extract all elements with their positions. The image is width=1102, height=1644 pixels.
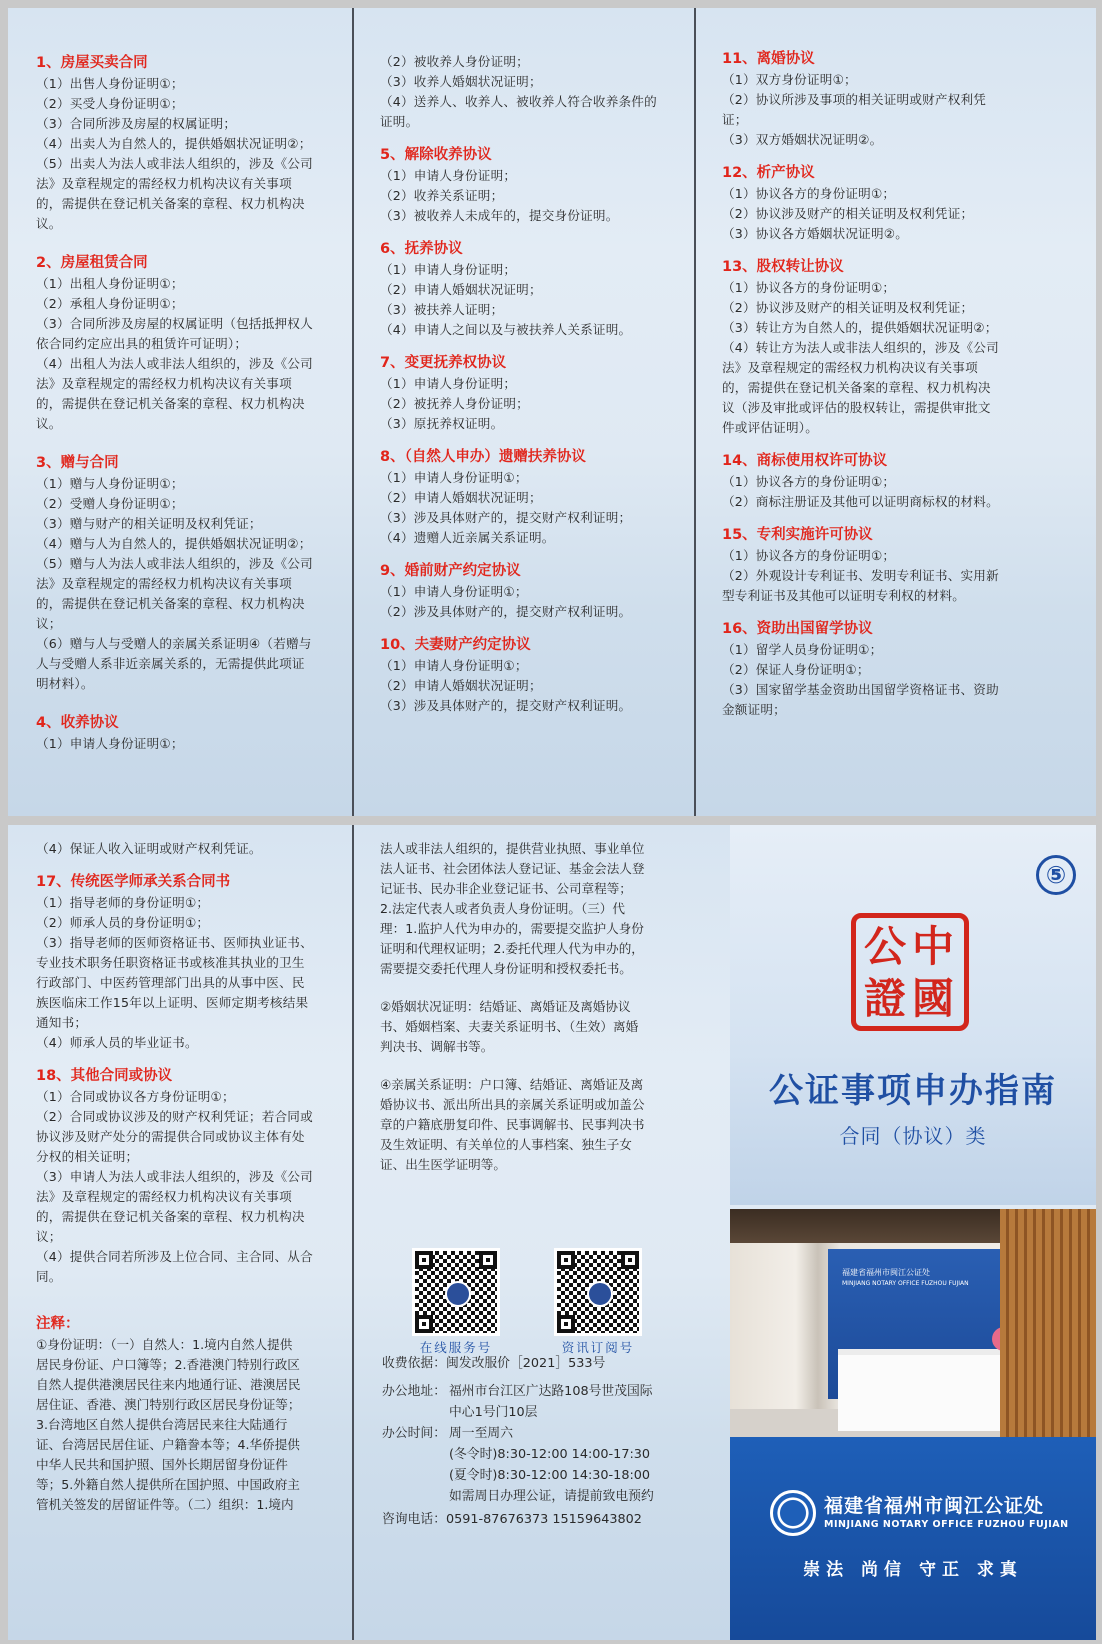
- requirement-section: [722, 524, 1022, 606]
- requirement-item: 法》及章程规定的需经权力机构决议有关事项: [36, 376, 292, 391]
- requirement-item: （3）双方婚姻状况证明②。: [722, 132, 883, 147]
- requirement-item: （4）出租人为法人或非法人组织的，涉及《公司: [36, 356, 313, 371]
- seal-char: 公: [864, 922, 907, 971]
- requirement-item: （2）被收养人身份证明；: [380, 54, 529, 69]
- text-line: 记证书、民办非企业登记证书、公司章程等；: [380, 881, 632, 896]
- requirement-item: （6）赠与人与受赠人的亲属关系证明④（若赠与: [36, 636, 312, 651]
- top-column-3: [722, 48, 1022, 816]
- requirement-item: （1）协议各方的身份证明①；: [722, 280, 896, 295]
- requirement-item: （5）赠与人为法人或非法人组织的，涉及《公司: [36, 556, 313, 571]
- text-line: 理：1.监护人代为申办的，需要提交监护人身份: [380, 921, 644, 936]
- section-title: 10、夫妻财产约定协议: [380, 637, 531, 653]
- requirement-item: 型专利证书及其他可以证明专利权的材料。: [722, 588, 966, 603]
- requirement-item: （1）合同或协议各方身份证明①；: [36, 1089, 235, 1104]
- section-title: 3、赠与合同: [36, 455, 119, 471]
- requirement-item: 的，需提供在登记机关备案的章程、权力机构决: [722, 380, 991, 395]
- text-line: 书、婚姻档案、夫妻关系证明书、（生效）离婚: [380, 1019, 639, 1034]
- requirement-item: 的，需提供在登记机关备案的章程、权力机构决: [36, 396, 305, 411]
- requirement-section: [722, 48, 1022, 150]
- info-line: 如需周日办理公证，请提前致电预约: [449, 1489, 654, 1504]
- requirement-item: （3）合同所涉及房屋的权属证明；: [36, 116, 237, 131]
- requirement-item: （3）被收养人未成年的，提交身份证明。: [380, 208, 619, 223]
- requirement-item: 议。: [36, 416, 62, 431]
- text-line: ①身份证明：（一）自然人：1.境内自然人提供: [36, 1337, 293, 1352]
- requirement-item: 议（涉及审批或评估的股权转让，需提供审批文: [722, 400, 991, 415]
- phone-number[interactable]: 咨询电话：0591-87676373 15159643802: [382, 1512, 642, 1527]
- requirement-item: （4）保证人收入证明或财产权利凭证。: [36, 841, 262, 856]
- requirement-item: （2）收养关系证明；: [380, 188, 504, 203]
- motto: 崇法 尚信 守正 求真: [803, 1560, 1023, 1580]
- section-title: 2、房屋租赁合同: [36, 255, 148, 271]
- requirement-item: （1）协议各方的身份证明①；: [722, 474, 896, 489]
- requirement-item: 议。: [36, 216, 62, 231]
- requirement-item: 证明。: [380, 114, 419, 129]
- requirement-item: （2）外观设计专利证书、发明专利证书、实用新: [722, 568, 999, 583]
- fee-basis: 收费依据：闽发改服价［2021］533号: [382, 1356, 606, 1371]
- section-title: 12、析产协议: [722, 165, 815, 181]
- section-title: 14、商标使用权许可协议: [722, 453, 888, 469]
- requirement-item: （1）指导老师的身份证明①；: [36, 895, 210, 910]
- requirement-section: [722, 618, 1022, 720]
- text-line: 婚协议书、派出所出具的亲属关系证明或加盖公: [380, 1097, 645, 1112]
- cover-upper: [730, 825, 1096, 1205]
- requirement-item: （2）协议涉及财产的相关证明及权利凭证；: [722, 300, 974, 315]
- requirement-item: （3）赠与财产的相关证明及权利凭证；: [36, 516, 262, 531]
- text-line: 法人或非法人组织的，提供营业执照、事业单位: [380, 841, 645, 856]
- qr-code-news-subscription[interactable]: [554, 1248, 642, 1336]
- requirement-item: 人与受赠人系非近亲属关系的，无需提供此项证: [36, 656, 305, 671]
- text-line: 2.法定代表人或者负责人身份证明。（三）代: [380, 901, 625, 916]
- requirement-item: （3）被扶养人证明；: [380, 302, 504, 317]
- text-line: 判决书、调解书等。: [380, 1039, 494, 1054]
- requirement-item: （1）协议各方的身份证明①；: [722, 186, 896, 201]
- text-line: 3.台湾地区自然人提供台湾居民来往大陆通行: [36, 1417, 288, 1432]
- requirement-item: （3）合同所涉及房屋的权属证明（包括抵押权人: [36, 316, 313, 331]
- requirement-section: [722, 256, 1022, 438]
- requirement-item: （5）出卖人为法人或非法人组织的，涉及《公司: [36, 156, 313, 171]
- requirement-item: （2）承租人身份证明①；: [36, 296, 184, 311]
- section-title: 4、收养协议: [36, 715, 119, 731]
- requirement-item: 议；: [36, 1229, 62, 1244]
- requirement-section: [722, 450, 1022, 512]
- text-line: 管机关签发的居留证件等。（二）组织：1.境内: [36, 1497, 294, 1512]
- requirement-item: （4）师承人员的毕业证书。: [36, 1035, 198, 1050]
- requirement-item: 同。: [36, 1269, 62, 1284]
- qr-label-news-subscription: 资讯订阅号: [561, 1340, 635, 1355]
- qr-label-online-service: 在线服务号: [419, 1340, 493, 1355]
- hours-label: 办公时间：: [382, 1426, 446, 1441]
- requirement-section: [380, 144, 680, 226]
- notary-office-logo-icon: [770, 1490, 816, 1536]
- section-title: 13、股权转让协议: [722, 259, 844, 275]
- requirement-item: 分权的相关证明；: [36, 1149, 139, 1164]
- hours-lines: [449, 1423, 654, 1507]
- requirement-item: （3）申请人为法人或非法人组织的，涉及《公司: [36, 1169, 313, 1184]
- requirement-section: [36, 839, 336, 859]
- text-line: 居民身份证、户口簿等；2.香港澳门特别行政区: [36, 1357, 300, 1372]
- info-line: 中心1号门10层: [449, 1405, 538, 1420]
- photo-wood-panel: [1000, 1209, 1096, 1437]
- requirement-item: （4）赠与人为自然人的，提供婚姻状况证明②；: [36, 536, 312, 551]
- requirement-section: [380, 560, 680, 622]
- requirement-item: 的，需提供在登记机关备案的章程、权力机构决: [36, 596, 305, 611]
- requirement-item: （4）送养人、收养人、被收养人符合收养条件的: [380, 94, 657, 109]
- requirement-item: （1）出售人身份证明①；: [36, 76, 184, 91]
- requirement-item: （2）协议涉及财产的相关证明及权利凭证；: [722, 206, 974, 221]
- requirement-item: （1）申请人身份证明；: [380, 262, 517, 277]
- column-divider: [694, 8, 696, 816]
- org-name: 福建省福州市闽江公证处: [824, 1495, 1045, 1517]
- seal-char: 中: [912, 922, 955, 971]
- requirement-item: （2）保证人身份证明①；: [722, 662, 870, 677]
- cover-title: 公证事项申办指南: [769, 1071, 1057, 1111]
- requirement-item: （1）出租人身份证明①；: [36, 276, 184, 291]
- section-title: 16、资助出国留学协议: [722, 621, 873, 637]
- requirement-item: （2）商标注册证及其他可以证明商标权的材料。: [722, 494, 999, 509]
- requirement-item: 通知书；: [36, 1015, 88, 1030]
- requirement-item: 证；: [722, 112, 748, 127]
- requirement-section: [722, 162, 1022, 244]
- requirement-item: 专业技术职务任职资格证书或核准其执业的卫生: [36, 955, 305, 970]
- top-column-2: [380, 52, 680, 816]
- text-line: 法人证书、社会团体法人登记证、基金会法人登: [380, 861, 645, 876]
- requirement-item: 协议涉及财产处分的需提供合同或协议主体有处: [36, 1129, 305, 1144]
- text-line: 证、出生医学证明等。: [380, 1157, 506, 1172]
- requirement-item: （3）转让方为自然人的，提供婚姻状况证明②；: [722, 320, 998, 335]
- requirement-item: 法》及章程规定的需经权力机构决议有关事项: [36, 1189, 292, 1204]
- requirement-item: 法》及章程规定的需经权力机构决议有关事项: [36, 576, 292, 591]
- photo-wall-text-en: MINJIANG NOTARY OFFICE FUZHOU FUJIAN: [842, 1280, 969, 1287]
- info-line: (冬令时)8:30-12:00 14:00-17:30: [449, 1447, 651, 1462]
- seal-char: 國: [912, 974, 955, 1023]
- requirement-item: （1）申请人身份证明①；: [36, 736, 184, 751]
- requirement-section: [380, 352, 680, 434]
- requirement-item: 行政部门、中医药管理部门出具的从事中医、民: [36, 975, 305, 990]
- photo-reception-desk: [838, 1349, 1010, 1431]
- text-line: 居住证、香港、澳门特别行政区居民身份证等；: [36, 1397, 301, 1412]
- requirement-item: （2）师承人员的身份证明①；: [36, 915, 210, 930]
- requirement-item: （1）留学人员身份证明①；: [722, 642, 883, 657]
- section-title: 18、其他合同或协议: [36, 1068, 173, 1084]
- requirement-item: （2）合同或协议涉及的财产权利凭证；若合同或: [36, 1109, 313, 1124]
- section-title: 6、抚养协议: [380, 241, 463, 257]
- requirement-section: [36, 1065, 336, 1287]
- requirement-item: （3）原抚养权证明。: [380, 416, 504, 431]
- text-line: 需要提交委托代理人身份证明和授权委托书。: [380, 961, 632, 976]
- requirement-item: （2）申请人婚姻状况证明；: [380, 490, 542, 505]
- top-sheet: [8, 8, 1096, 816]
- text-line: 自然人提供港澳居民往来内地通行证、港澳居民: [36, 1377, 301, 1392]
- requirement-item: （1）双方身份证明①；: [722, 72, 857, 87]
- requirement-section: [380, 446, 680, 548]
- china-notary-seal: [851, 913, 969, 1031]
- bottom-sheet: [8, 825, 1096, 1640]
- requirement-item: （2）受赠人身份证明①；: [36, 496, 184, 511]
- text-line: 及生效证明、有关单位的人事档案、独生子女: [380, 1137, 632, 1152]
- requirement-item: （4）申请人之间以及与被扶养人关系证明。: [380, 322, 632, 337]
- text-line: ②婚姻状况证明：结婚证、离婚证及离婚协议: [380, 999, 631, 1014]
- requirement-item: （1）申请人身份证明；: [380, 376, 517, 391]
- requirement-item: （2）申请人婚姻状况证明；: [380, 282, 542, 297]
- requirement-item: （4）提供合同若所涉及上位合同、主合同、从合: [36, 1249, 313, 1264]
- requirement-item: （4）转让方为法人或非法人组织的，涉及《公司: [722, 340, 999, 355]
- requirement-section: [36, 252, 336, 434]
- section-title: 17、传统医学师承关系合同书: [36, 874, 231, 890]
- requirement-item: 件或评估证明）。: [722, 420, 819, 435]
- notes-title: 注释：: [36, 1316, 80, 1332]
- requirement-item: （1）协议各方的身份证明①；: [722, 548, 896, 563]
- top-column-1: [36, 52, 336, 816]
- requirement-section: [36, 712, 336, 754]
- requirement-item: （2）协议所涉及事项的相关证明或财产权利凭: [722, 92, 987, 107]
- requirement-item: （2）申请人婚姻状况证明；: [380, 678, 542, 693]
- column-divider: [352, 825, 354, 1640]
- requirement-item: （1）申请人身份证明；: [380, 168, 517, 183]
- bottom-column-1: [36, 839, 336, 1640]
- requirement-item: （2）涉及具体财产的，提交财产权利证明。: [380, 604, 632, 619]
- section-title: 7、变更抚养权协议: [380, 355, 507, 371]
- requirement-section: [380, 238, 680, 340]
- requirement-item: 金额证明；: [722, 702, 786, 717]
- text-line: 等；5.外籍自然人提供所在国护照、中国政府主: [36, 1477, 300, 1492]
- cover-lower: [730, 1437, 1096, 1640]
- section-title: 11、离婚协议: [722, 51, 815, 67]
- requirement-item: （3）指导老师的医师资格证书、医师执业证书、: [36, 935, 313, 950]
- qr-code-online-service[interactable]: [412, 1248, 500, 1336]
- requirement-section: [380, 634, 680, 716]
- text-line: 中华人民共和国护照、国外长期居留身份证件: [36, 1457, 288, 1472]
- requirement-item: （3）涉及具体财产的，提交财产权利证明；: [380, 510, 632, 525]
- text-line: 证、台湾居民居住证、户籍誊本等；4.华侨提供: [36, 1437, 300, 1452]
- section-title: 1、房屋买卖合同: [36, 55, 148, 71]
- requirement-section: [36, 52, 336, 234]
- cover-panel: [730, 825, 1096, 1640]
- photo-wall-text-cn: 福建省福州市闽江公证处: [842, 1268, 930, 1277]
- section-title: 8、（自然人申办）遗赠扶养协议: [380, 449, 586, 465]
- requirement-item: （1）申请人身份证明①；: [380, 584, 528, 599]
- section-title: 9、婚前财产约定协议: [380, 563, 521, 579]
- org-name-en: MINJIANG NOTARY OFFICE FUZHOU FUJIAN: [824, 1519, 1069, 1530]
- requirement-item: （3）收养人婚姻状况证明；: [380, 74, 542, 89]
- column-divider: [352, 8, 354, 816]
- cover-subtitle: 合同（协议）类: [839, 1124, 987, 1148]
- requirement-item: （2）买受人身份证明①；: [36, 96, 184, 111]
- requirement-item: （1）赠与人身份证明①；: [36, 476, 184, 491]
- requirement-item: （3）涉及具体财产的，提交财产权利证明。: [380, 698, 632, 713]
- requirement-item: （2）被抚养人身份证明；: [380, 396, 529, 411]
- requirement-item: 族医临床工作15年以上证明、医师定期考核结果: [36, 995, 309, 1010]
- requirement-item: 明材料）。: [36, 676, 94, 691]
- info-line: 周一至周六: [449, 1426, 513, 1441]
- requirement-item: （4）遗赠人近亲属关系证明。: [380, 530, 555, 545]
- requirement-section: [36, 452, 336, 694]
- requirement-section: [36, 871, 336, 1053]
- office-lobby-photo: [730, 1209, 1096, 1437]
- page-number-badge: ⑤: [1036, 855, 1076, 895]
- requirement-item: （3）国家留学基金资助出国留学资格证书、资助: [722, 682, 999, 697]
- requirement-section: [380, 52, 680, 132]
- text-line: 章的户籍底册复印件、民事调解书、民事判决书: [380, 1117, 645, 1132]
- info-line: 福州市台江区广达路108号世茂国际: [449, 1384, 653, 1399]
- info-line: (夏令时)8:30-12:00 14:30-18:00: [449, 1468, 651, 1483]
- requirement-item: 议；: [36, 616, 62, 631]
- requirement-item: 法》及章程规定的需经权力机构决议有关事项: [36, 176, 292, 191]
- requirement-item: 依合同约定应出具的租赁许可证明）；: [36, 336, 248, 351]
- requirement-item: （1）申请人身份证明①；: [380, 658, 528, 673]
- requirement-item: 的，需提供在登记机关备案的章程、权力机构决: [36, 196, 305, 211]
- address-lines: [449, 1381, 653, 1423]
- requirement-item: 的，需提供在登记机关备案的章程、权力机构决: [36, 1209, 305, 1224]
- section-title: 15、专利实施许可协议: [722, 527, 873, 543]
- requirement-item: （3）协议各方婚姻状况证明②。: [722, 226, 909, 241]
- seal-char: 證: [864, 974, 907, 1023]
- text-line: 证明和代理权证明；2.委托代理人代为申办的，: [380, 941, 644, 956]
- requirement-item: （4）出卖人为自然人的，提供婚姻状况证明②；: [36, 136, 312, 151]
- requirement-item: （1）申请人身份证明①；: [380, 470, 528, 485]
- section-title: 5、解除收养协议: [380, 147, 492, 163]
- address-label: 办公地址：: [382, 1384, 446, 1399]
- text-line: ④亲属关系证明：户口簿、结婚证、离婚证及离: [380, 1077, 644, 1092]
- requirement-item: 法》及章程规定的需经权力机构决议有关事项: [722, 360, 978, 375]
- photo-wall-text: [842, 1267, 969, 1289]
